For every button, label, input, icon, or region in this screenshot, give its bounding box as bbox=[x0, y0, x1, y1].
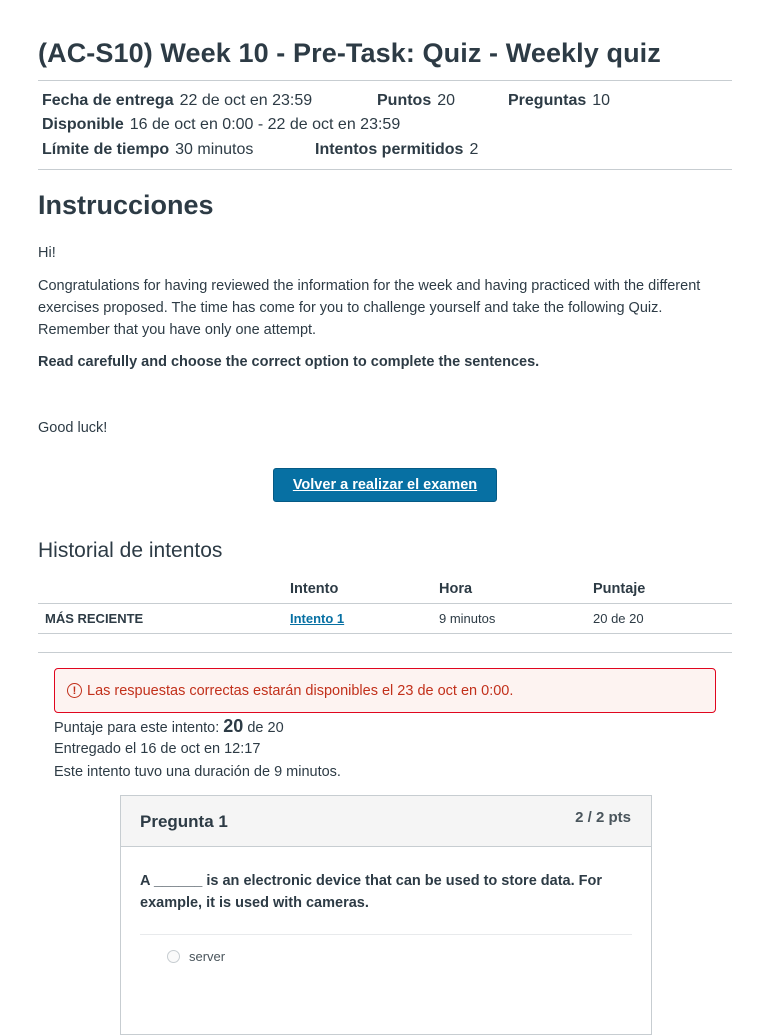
attempt-score-line bbox=[54, 716, 284, 737]
attempt-score: 20 de 20 bbox=[593, 611, 644, 626]
retake-quiz-button[interactable]: Volver a realizar el examen bbox=[273, 468, 497, 502]
divider bbox=[38, 80, 732, 81]
instructions-heading: Instrucciones bbox=[38, 190, 214, 220]
submitted-line: Entregado el 16 de oct en 12:17 bbox=[54, 741, 261, 757]
most-recent-tag: MÁS RECIENTE bbox=[45, 611, 144, 626]
attempts-value: 2 bbox=[469, 141, 479, 158]
question-title: Pregunta 1 bbox=[140, 812, 228, 831]
available-value: 16 de oct en 0:00 - 22 de oct en 23:59 bbox=[129, 116, 401, 133]
questions-label: Preguntas bbox=[508, 92, 587, 109]
instructions-closing: Good luck! bbox=[38, 420, 108, 436]
score-suffix: de 20 bbox=[247, 720, 284, 736]
alert-text: Las respuestas correctas estarán disponibles el 23 de oct en 0:00. bbox=[87, 682, 514, 699]
time-limit-label: Límite de tiempo bbox=[42, 141, 170, 158]
answer-label: server bbox=[189, 949, 226, 964]
answer-divider bbox=[140, 934, 632, 935]
column-header-score: Puntaje bbox=[593, 581, 646, 597]
due-label: Fecha de entrega bbox=[42, 92, 174, 109]
column-header-time: Hora bbox=[439, 581, 473, 597]
attempt-time: 9 minutos bbox=[439, 611, 496, 626]
instructions-emphasis: Read carefully and choose the correct option to complete the sentences. bbox=[38, 354, 540, 370]
question-card bbox=[120, 795, 652, 1035]
divider bbox=[38, 652, 732, 653]
question-text: A ______ is an electronic device that can be used to store data. For example, it is used with cameras. bbox=[140, 873, 603, 911]
questions-value: 10 bbox=[592, 92, 611, 109]
duration-line: Este intento tuvo una duración de 9 minutos. bbox=[54, 764, 341, 780]
instructions-greeting: Hi! bbox=[38, 245, 56, 261]
question-header bbox=[121, 796, 651, 847]
available-label: Disponible bbox=[42, 116, 124, 133]
radio-button bbox=[167, 950, 180, 963]
table-divider bbox=[38, 633, 732, 634]
attempts-label: Intentos permitidos bbox=[315, 141, 464, 158]
points-value: 20 bbox=[437, 92, 456, 109]
attempt-history-heading: Historial de intentos bbox=[38, 539, 223, 562]
divider bbox=[38, 169, 732, 170]
due-value: 22 de oct en 23:59 bbox=[179, 92, 313, 109]
table-divider bbox=[38, 603, 732, 604]
instructions-body: Congratulations for having reviewed the information for the week and having practiced with the different exercises proposed. The time has come for you to challenge yourself and take the following Quiz. Remember that you have only one attempt. bbox=[38, 278, 701, 338]
answers-availability-alert bbox=[54, 668, 716, 713]
attempt-link[interactable]: Intento 1 bbox=[290, 611, 345, 626]
column-header-attempt: Intento bbox=[290, 581, 339, 597]
time-limit-value: 30 minutos bbox=[175, 141, 254, 158]
score-value: 20 bbox=[223, 716, 244, 736]
points-label: Puntos bbox=[377, 92, 432, 109]
answer-option bbox=[167, 949, 225, 964]
score-prefix: Puntaje para este intento: bbox=[54, 720, 220, 736]
question-points: 2 / 2 pts bbox=[575, 809, 631, 826]
page-title: (AC-S10) Week 10 - Pre-Task: Quiz - Weekly quiz bbox=[38, 38, 661, 68]
warning-circle-icon: ! bbox=[67, 683, 82, 698]
